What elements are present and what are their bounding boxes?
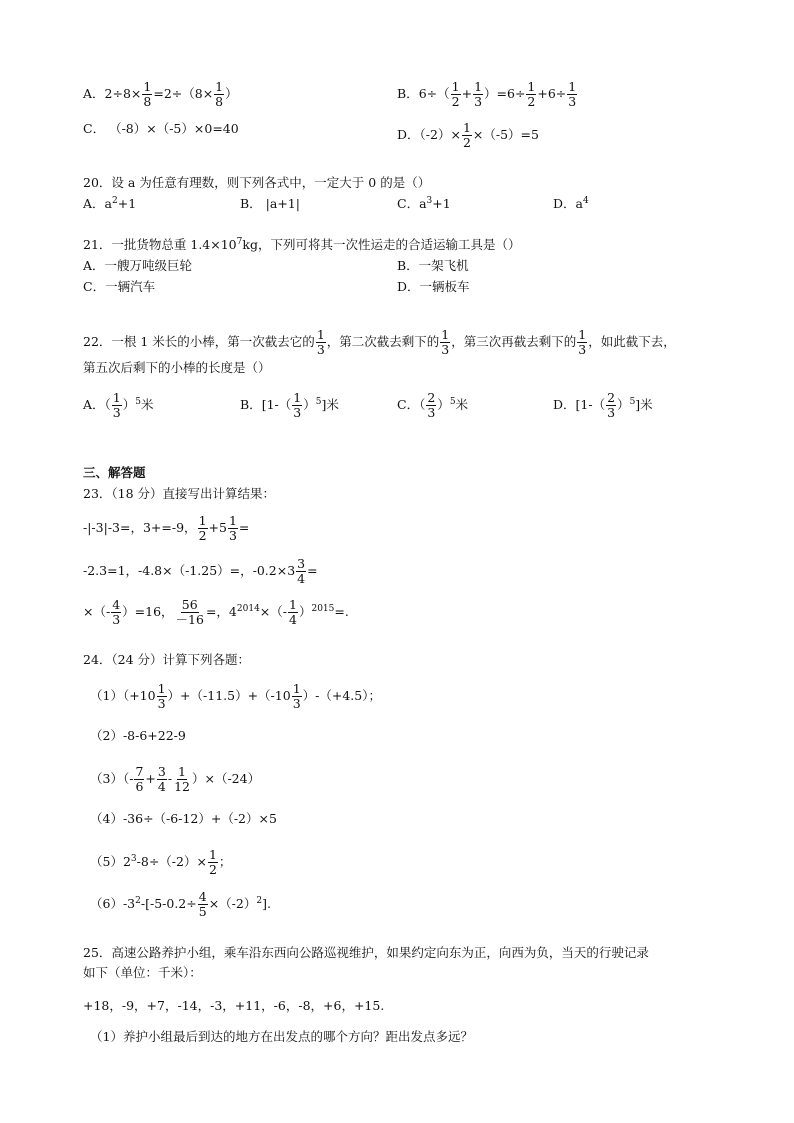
fraction: $\frac{1}{2}$ (451, 79, 460, 109)
fraction: $\frac{1}{8}$ (215, 79, 224, 109)
fraction: $\frac{1}{2}$ (527, 79, 536, 109)
fraction: $\frac{1}{12}$ (174, 764, 190, 794)
fraction: $\frac{2}{3}$ (607, 390, 616, 420)
fraction: $\frac{1}{4}$ (289, 597, 297, 627)
section-title: 三、解答题 (83, 465, 146, 480)
fraction: $\frac{1}{2}$ (462, 120, 471, 150)
q25-sub-1: （1）养护小组最后到达的地方在出发点的哪个方向？距出发点多远？ (90, 1029, 473, 1044)
fraction: $\frac{1}{3}$ (228, 513, 237, 543)
q19-option-c: C． （-8）×（-5）×0=40 (83, 121, 239, 136)
q22-option-b: B．[1-（ $\frac{1}{3}$ ）$^5$]米 (240, 390, 339, 420)
fraction: $\frac{2}{3}$ (427, 390, 436, 420)
q21-stem: 21．一批货物总重 $1.4\times 10^7kg$，下列可将其一次性运走的合适运输工具是（） (83, 236, 521, 252)
q20-option-c: C．$a^3+1$ (397, 195, 451, 211)
q22-stem-line2: 第五次后剩下的小棒的长度是（） (83, 360, 271, 375)
fraction: $\frac{1}{3}$ (316, 327, 325, 357)
q24-item-3: （3）（- $\frac{7}{6}$ + $\frac{3}{4}$ - $\frac{1}{12}$ ）×（-24） (90, 764, 261, 794)
fraction: $\frac{3}{4}$ (157, 764, 166, 794)
fraction: $\frac{7}{6}$ (135, 764, 144, 794)
q22-option-c: C．（ $\frac{2}{3}$ ）$^5$米 (397, 390, 469, 420)
q21-option-a: A．一艘万吨级巨轮 (83, 258, 193, 273)
q20-option-b: B． |a+1| (240, 196, 300, 211)
q20-stem: 20．设 a 为任意有理数，则下列各式中，一定大于 0 的是（） (83, 175, 431, 190)
q20-option-a: A．$a^2+1$ (83, 195, 137, 211)
fraction: $\frac{1}{2}$ (198, 513, 207, 543)
q23-row1: -|-3|-3=，3+=-9， $\frac{1}{2}$ +5 $\frac{1}{3}$ = (83, 513, 250, 543)
fraction: $\frac{1}{3}$ (293, 390, 302, 420)
fraction: $\frac{1}{3}$ (112, 390, 121, 420)
fraction: $\frac{1}{3}$ (157, 681, 166, 711)
q24-stem: 24．（24 分）计算下列各题： (83, 652, 251, 667)
fraction: $\frac{1}{3}$ (441, 327, 450, 357)
q22-stem-line1: 22．一根 1 米长的小棒，第一次截去它的 $\frac{1}{3}$ ，第二次截去剩下的 $\frac{1}{3}$ ，第三次再截去剩下的 $\frac{1}{3}$ ，如此截下去， (83, 327, 676, 357)
q23-row3: ×（- $\frac{4}{3}$ ）=16， $\frac{56}{-16}$ =，$4^{2014}\times(-$ $\frac{1}{4}$ ）$^{2015}$=. (83, 597, 349, 627)
fraction: $\frac{1}{3}$ (474, 79, 483, 109)
q21-option-d: D．一辆板车 (397, 279, 470, 294)
fraction: $\frac{3}{4}$ (297, 556, 306, 586)
fraction: $\frac{1}{2}$ (208, 847, 217, 877)
q24-item-2: （2）-8-6+22-9 (90, 728, 186, 743)
q23-stem: 23．（18 分）直接写出计算结果： (83, 486, 276, 501)
q23-row2: -2.3=1，-4.8×（-1.25）=，-0.2×3 $\frac{3}{4}$ = (83, 556, 318, 586)
q19-option-b: B．6÷（ $\frac{1}{2}$ + $\frac{1}{3}$ ）=6÷ $\frac{1}{2}$ +6÷ $\frac{1}{3}$ (397, 79, 577, 109)
q25-stem-line1: 25．高速公路养护小组，乘车沿东西向公路巡视维护，如果约定向东为正，向西为负，当天的行驶记录 (83, 945, 649, 960)
q21-option-b: B．一架飞机 (397, 258, 469, 273)
q24-item-4: （4）-36÷（-6-12）+（-2）×5 (90, 811, 277, 826)
q25-stem-line2: 如下（单位：千米）： (83, 965, 202, 980)
q22-option-d: D．[1-（ $\frac{2}{3}$ ）$^5$]米 (553, 390, 653, 420)
fraction: $\frac{56}{-16}$ (175, 597, 204, 627)
q20-option-d: D．$a^4$ (553, 195, 589, 211)
q24-item-5: $(5)2^3-8\div(-2)\times$ $\frac{1}{2}$ ； (90, 847, 232, 877)
fraction: $\frac{4}{5}$ (198, 889, 207, 919)
q24-item-6: $(6)-3^2-[-5-0.2\div$ $\frac{4}{5}$ $\times(-2)^2$]. (90, 889, 271, 919)
q22-option-a: A．（ $\frac{1}{3}$ ）$^5$米 (83, 390, 154, 420)
q21-option-c: C．一辆汽车 (83, 279, 156, 294)
fraction: $\frac{1}{3}$ (292, 681, 301, 711)
q24-item-1: （1）（+10 $\frac{1}{3}$ ）+（-11.5）+（-10 $\frac{1}{3}$ ）-（+4.5）； (90, 681, 381, 711)
q19-option-d: D．（-2）× $\frac{1}{2}$ ×（-5）=5 (397, 120, 539, 150)
fraction: $\frac{4}{3}$ (112, 597, 121, 627)
q19-option-a: A．2÷8× $\frac{1}{8}$ =2÷（8× $\frac{1}{8}$ ） (83, 79, 238, 109)
fraction: $\frac{1}{8}$ (143, 79, 152, 109)
q25-data: +18，-9，+7，-14，-3，+11，-6，-8，+6，+15. (83, 998, 385, 1013)
fraction: $\frac{1}{3}$ (568, 79, 577, 109)
fraction: $\frac{1}{3}$ (578, 327, 587, 357)
